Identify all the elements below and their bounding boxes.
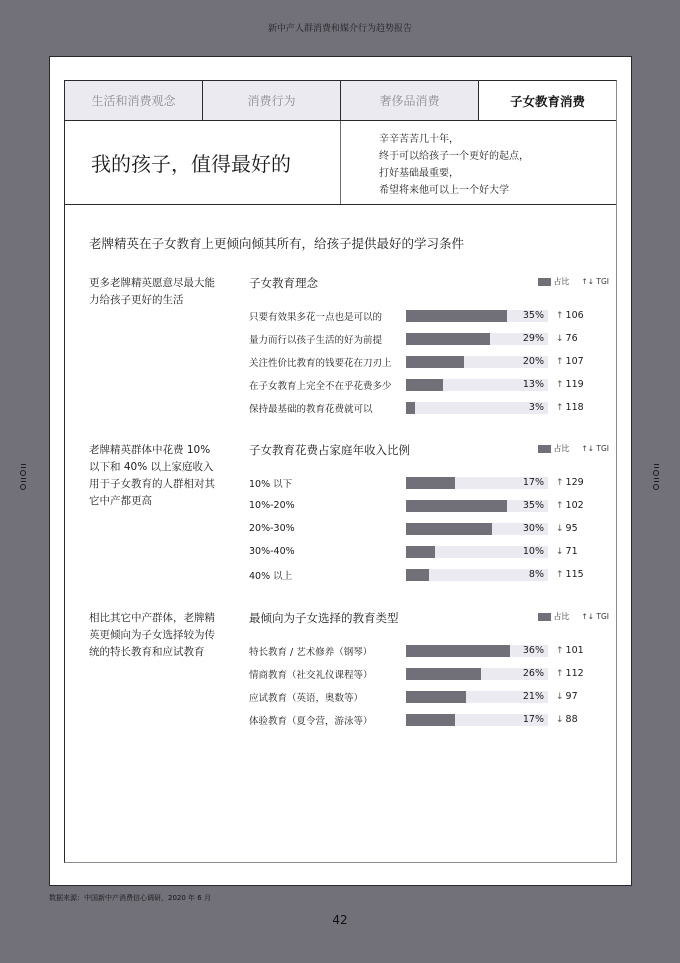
bar-percent: 30% (522, 522, 544, 534)
section-note: 相比其它中产群体，老牌精英更倾向为子女选择较为传统的特长教育和应试教育 (89, 612, 215, 658)
legend-share-label: 占比 (553, 612, 570, 621)
bar-percent: 21% (522, 690, 544, 702)
bar-track (406, 500, 548, 512)
section-tabs (65, 81, 616, 121)
arrow-down-icon: ↓ (556, 715, 564, 725)
chart-legend (538, 276, 609, 287)
bar-percent: 35% (522, 499, 544, 511)
bar-fill (406, 523, 492, 535)
chart-legend (538, 611, 609, 622)
bar-fill (406, 714, 455, 726)
quote-line: 打好基础最重要， (379, 168, 459, 179)
legend-tgi-label: ↑↓ TGI (581, 277, 609, 286)
tgi-value (556, 402, 584, 413)
arrow-down-icon: ↓ (556, 547, 564, 557)
bar-track (406, 333, 548, 345)
arrow-down-icon: ↓ (556, 524, 564, 534)
bar-percent: 26% (522, 667, 544, 679)
hero-quote (341, 121, 616, 204)
bar-track (406, 645, 548, 657)
tgi-value (556, 714, 578, 725)
legend-swatch (538, 445, 551, 453)
row-label: 量力而行以孩子生活的好为前提 (249, 334, 383, 346)
report-title: 新中产人群消费和媒介行为趋势报告 (267, 24, 412, 34)
arrow-up-icon: ↑ (556, 669, 564, 679)
tgi-number: 118 (565, 402, 584, 413)
bar-fill (406, 691, 466, 703)
bar-fill (406, 402, 415, 414)
tab-child-education[interactable]: 子女教育消费 (479, 81, 616, 120)
tab-consumption[interactable]: 消费行为 (203, 81, 341, 120)
data-source-note: 数据来源：中国新中产消费信心调研，2020 年 6 月 (49, 894, 211, 902)
bar-fill (406, 379, 443, 391)
bar-chart (249, 610, 609, 731)
arrow-up-icon: ↑ (556, 403, 564, 413)
row-label: 保持最基础的教育花费就可以 (249, 403, 373, 415)
chart-legend (538, 443, 609, 454)
bar-percent: 3% (528, 401, 544, 413)
arrow-up-icon: ↑ (556, 501, 564, 511)
tgi-number: 95 (565, 523, 578, 534)
chart-row (249, 540, 609, 563)
page-sheet (49, 56, 632, 886)
tgi-number: 71 (565, 546, 578, 557)
chart-title: 最倾向为子女选择的教育类型 (249, 611, 399, 625)
tgi-value (556, 691, 578, 702)
arrow-up-icon: ↑ (556, 311, 564, 321)
chart-row (249, 639, 609, 662)
arrow-up-icon: ↑ (556, 646, 564, 656)
chart-row (249, 662, 609, 685)
arrow-up-icon: ↑ (556, 478, 564, 488)
row-label: 关注性价比教育的钱要花在刀刃上 (249, 357, 392, 369)
tgi-number: 115 (565, 569, 584, 580)
tgi-value (556, 310, 584, 321)
quote-line: 辛辛苦苦几十年， (379, 134, 459, 145)
chart-row (249, 327, 609, 350)
section-note: 老牌精英群体中花费 10% 以下和 40% 以上家庭收入用于子女教育的人群相对其它中产都更高 (89, 444, 215, 507)
row-label: 应试教育（英语，奥数等） (249, 692, 364, 704)
tgi-value (556, 477, 584, 488)
bar-percent: 13% (522, 378, 544, 390)
row-label: 只要有效果多花一点也是可以的 (249, 311, 383, 323)
bar-track (406, 477, 548, 489)
bar-fill (406, 546, 435, 558)
bar-fill (406, 668, 481, 680)
chart-row (249, 685, 609, 708)
tgi-number: 88 (565, 714, 578, 725)
arrow-down-icon: ↓ (556, 692, 564, 702)
legend-tgi-label: ↑↓ TGI (581, 612, 609, 621)
arrow-down-icon: ↓ (556, 334, 564, 344)
chart-row (249, 517, 609, 540)
tgi-value (556, 668, 584, 679)
chart-title: 子女教育花费占家庭年收入比例 (249, 443, 410, 457)
arrow-up-icon: ↑ (556, 380, 564, 390)
bar-percent: 20% (522, 355, 544, 367)
bar-percent: 10% (522, 545, 544, 557)
tgi-value (556, 500, 584, 511)
legend-swatch (538, 278, 551, 286)
hero-row (65, 121, 616, 205)
bar-fill (406, 333, 490, 345)
page-number: 42 (332, 913, 348, 927)
chart-row (249, 494, 609, 517)
chart-row (249, 708, 609, 731)
tgi-number: 129 (565, 477, 584, 488)
tgi-number: 106 (565, 310, 584, 321)
content-frame (64, 80, 617, 863)
row-label: 30%-40% (249, 546, 295, 557)
tgi-value (556, 569, 584, 580)
tgi-number: 107 (565, 356, 584, 367)
row-label: 10%-20% (249, 500, 295, 511)
tgi-value (556, 379, 584, 390)
tgi-value (556, 523, 578, 534)
bar-fill (406, 477, 455, 489)
row-label: 体验教育（夏令营，游泳等） (249, 715, 373, 727)
tgi-value (556, 546, 578, 557)
bar-percent: 8% (528, 568, 544, 580)
chart-row (249, 563, 609, 586)
row-label: 特长教育 / 艺术修养（钢琴） (249, 646, 373, 658)
chart-row (249, 471, 609, 494)
quote-line: 希望将来他可以上一个好大学 (379, 185, 509, 196)
arrow-up-icon: ↑ (556, 570, 564, 580)
bar-track (406, 691, 548, 703)
bar-chart (249, 275, 609, 419)
bar-track (406, 714, 548, 726)
legend-share-label: 占比 (553, 444, 570, 453)
tab-luxury[interactable]: 奢侈品消费 (341, 81, 479, 120)
tgi-number: 112 (565, 668, 584, 679)
chart-row (249, 350, 609, 373)
tgi-number: 119 (565, 379, 584, 390)
legend-swatch (538, 613, 551, 621)
bar-track (406, 523, 548, 535)
bar-track (406, 310, 548, 322)
chart-title: 子女教育理念 (249, 276, 318, 290)
chart-row (249, 304, 609, 327)
bar-chart (249, 442, 609, 586)
chart-row (249, 396, 609, 419)
bar-track (406, 569, 548, 581)
bar-percent: 29% (522, 332, 544, 344)
bar-track (406, 668, 548, 680)
section-note: 更多老牌精英愿意尽最大能力给孩子更好的生活 (89, 277, 215, 306)
bar-track (406, 379, 548, 391)
row-label: 在子女教育上完全不在乎花费多少 (249, 380, 392, 392)
quote-line: 终于可以给孩子一个更好的起点， (379, 151, 529, 162)
chart-row (249, 373, 609, 396)
bar-fill (406, 569, 429, 581)
tgi-number: 97 (565, 691, 578, 702)
bar-track (406, 546, 548, 558)
tgi-number: 76 (565, 333, 578, 344)
row-label: 情商教育（社交礼仪课程等） (249, 669, 373, 681)
section-headline: 老牌精英在子女教育上更倾向倾其所有，给孩子提供最好的学习条件 (89, 236, 465, 251)
bar-fill (406, 356, 464, 368)
row-label: 10% 以下 (249, 478, 293, 490)
row-label: 20%-30% (249, 523, 295, 534)
tgi-number: 102 (565, 500, 584, 511)
bar-track (406, 402, 548, 414)
tgi-value (556, 356, 584, 367)
legend-share-label: 占比 (553, 277, 570, 286)
bar-percent: 36% (522, 644, 544, 656)
legend-tgi-label: ↑↓ TGI (581, 444, 609, 453)
bar-percent: 17% (522, 713, 544, 725)
bar-percent: 17% (522, 476, 544, 488)
bar-percent: 35% (522, 309, 544, 321)
tab-lifestyle[interactable]: 生活和消费观念 (65, 81, 203, 120)
row-label: 40% 以上 (249, 570, 293, 582)
side-binding-mark-left (18, 463, 28, 491)
tgi-number: 101 (565, 645, 584, 656)
side-binding-mark-right (651, 463, 661, 491)
bar-fill (406, 500, 507, 512)
tgi-value (556, 645, 584, 656)
tgi-value (556, 333, 578, 344)
bar-fill (406, 645, 510, 657)
hero-title: 我的孩子，值得最好的 (65, 121, 341, 204)
bar-track (406, 356, 548, 368)
arrow-up-icon: ↑ (556, 357, 564, 367)
bar-fill (406, 310, 507, 322)
